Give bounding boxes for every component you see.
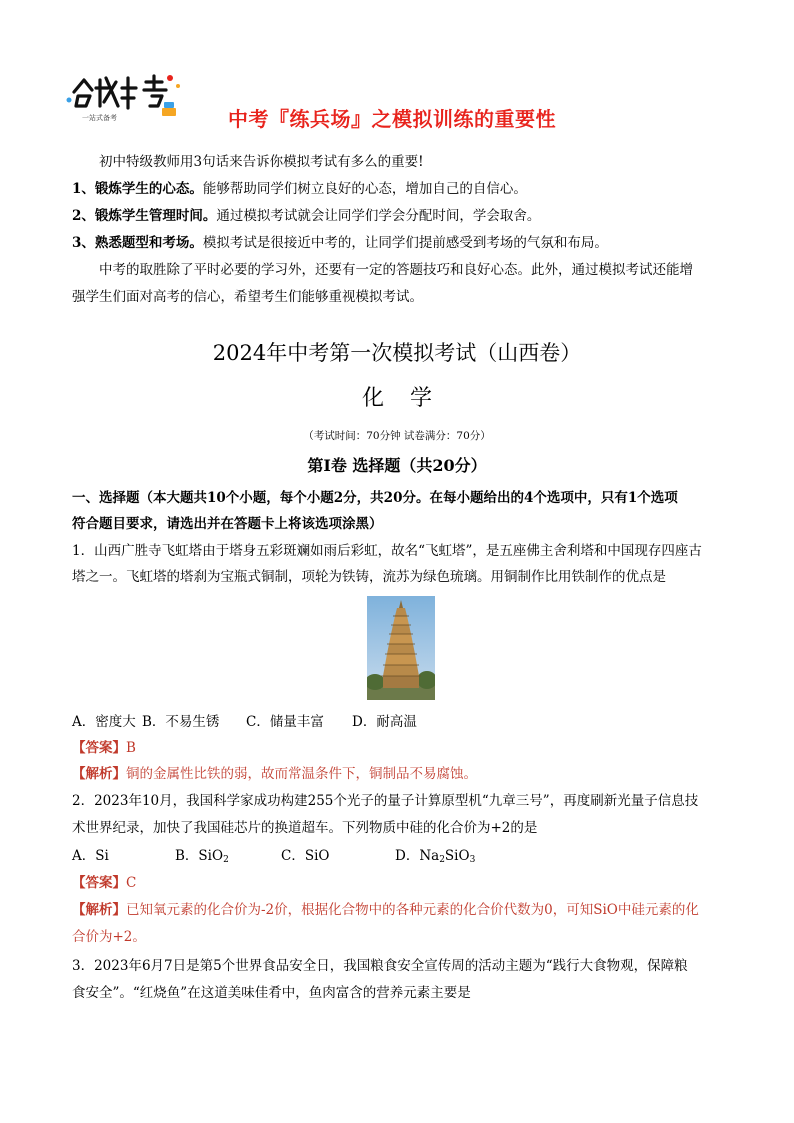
- question-2-option-c[interactable]: [281, 846, 395, 866]
- pagoda-illustration: [367, 596, 435, 700]
- question-2-analysis: [72, 900, 732, 920]
- option-b-subscript: 2: [223, 855, 229, 865]
- option-d-text: D．Na: [395, 848, 440, 864]
- question-1-answer: [72, 738, 732, 758]
- question-1-option-d[interactable]: D．耐高温: [352, 714, 417, 730]
- question-1-option-a[interactable]: A．密度大: [72, 714, 136, 730]
- answer-label: 【答案】: [72, 740, 126, 756]
- question-1-option-b[interactable]: B．不易生锈: [142, 714, 220, 730]
- question-2-analysis-line-2: 合价为+2。: [72, 929, 146, 945]
- question-3-stem-line-2: 食安全”。“红烧鱼”在这道美味佳肴中，鱼肉富含的营养元素主要是: [72, 985, 471, 1001]
- analysis-text: 已知氧元素的化合价为-2价，根据化合物中的各种元素的化合价代数为0，可知SiO中硅元素的化: [126, 902, 699, 918]
- question-3-stem-line-1: 3．2023年6月7日是第5个世界食品安全日，我国粮食安全宣传周的活动主题为“践行大食物观，保障粮: [72, 958, 688, 974]
- intro-point-3-text: 模拟考试是很接近中考的，让同学们提前感受到考场的气氛和布局。: [202, 235, 608, 251]
- question-1-stem-line-1: 1．山西广胜寺飞虹塔由于塔身五彩斑斓如雨后彩虹，故名“飞虹塔”，是五座佛主舍利塔和中国现存四座古: [72, 543, 702, 559]
- instructions-line-2: 符合题目要求，请选出并在答题卡上将该选项涂黑）: [72, 516, 383, 532]
- option-a-text: A．Si: [72, 848, 109, 864]
- analysis-text: 铜的金属性比铁的弱，故而常温条件下，铜制品不易腐蚀。: [126, 766, 477, 782]
- intro-point-2: [72, 206, 732, 226]
- option-d-tail: SiO: [444, 848, 470, 864]
- question-2-option-b[interactable]: [175, 846, 281, 870]
- intro-point-1-text: 能够帮助同学们树立良好的心态，增加自己的自信心。: [202, 181, 527, 197]
- exam-subject: 化学: [361, 386, 458, 411]
- pagoda-image: [367, 596, 435, 700]
- intro-closing-line-1: 中考的取胜除了平时必要的学习外，还要有一定的答题技巧和良好心态。此外，通过模拟考试还能增: [99, 262, 693, 278]
- option-d-subscript-2: 3: [469, 855, 476, 865]
- banner-title: 中考『练兵场』之模拟训练的重要性: [228, 107, 556, 131]
- analysis-label: 【解析】: [72, 902, 126, 918]
- answer-value: C: [126, 875, 137, 891]
- intro-point-1-heading: 1、锻炼学生的心态。: [72, 181, 203, 197]
- section-heading: 第Ⅰ卷 选择题（共20分）: [307, 456, 487, 475]
- exam-info: （考试时间：70分钟 试卷满分：70分）: [303, 430, 491, 442]
- logo-subtext: 一站式备考: [82, 114, 117, 122]
- option-c-text: C．SiO: [281, 848, 330, 864]
- intro-point-3-heading: 3、熟悉题型和考场。: [72, 235, 203, 251]
- question-2-answer: [72, 873, 732, 893]
- question-1-option-c[interactable]: C．储量丰富: [246, 714, 324, 730]
- intro-point-3: [72, 233, 732, 253]
- question-2-option-a[interactable]: [72, 846, 175, 866]
- question-1-stem-line-2: 塔之一。飞虹塔的塔刹为宝瓶式铜制，项轮为铁铸，流苏为绿色琉璃。用铜制作比用铁制作的优点是: [72, 569, 666, 585]
- intro-point-2-text: 通过模拟考试就会让同学们学会分配时间，学会取舍。: [216, 208, 541, 224]
- instructions-line-1: 一、选择题（本大题共10个小题，每个小题2分，共20分。在每小题给出的4个选项中，只有1个选项: [72, 490, 678, 506]
- question-1-options: [72, 712, 732, 732]
- answer-value: B: [126, 740, 136, 756]
- question-1-analysis: [72, 764, 732, 784]
- question-2-stem-line-2: 术世界纪录，加快了我国硅芯片的换道超车。下列物质中硅的化合价为+2的是: [72, 820, 538, 836]
- logo: [66, 66, 216, 126]
- logo-graphic: [66, 66, 216, 126]
- intro-point-2-heading: 2、锻炼学生管理时间。: [72, 208, 217, 224]
- intro-lead: 初中特级教师用3句话来告诉你模拟考试有多么的重要!: [99, 154, 424, 170]
- intro-point-1: [72, 179, 732, 199]
- option-b-text: B．SiO: [175, 848, 224, 864]
- exam-title: 2024年中考第一次模拟考试（山西卷）: [212, 341, 582, 365]
- answer-label: 【答案】: [72, 875, 126, 891]
- question-2-options: [72, 846, 732, 870]
- option-d-subscript-1: 2: [439, 855, 445, 865]
- analysis-label: 【解析】: [72, 766, 126, 782]
- intro-closing-line-2: 强学生们面对高考的信心，希望考生们能够重视模拟考试。: [72, 289, 423, 305]
- question-2-option-d[interactable]: [395, 846, 475, 870]
- question-2-stem-line-1: 2．2023年10月，我国科学家成功构建255个光子的量子计算原型机“九章三号”，再度刷新光量子信息技: [72, 793, 699, 809]
